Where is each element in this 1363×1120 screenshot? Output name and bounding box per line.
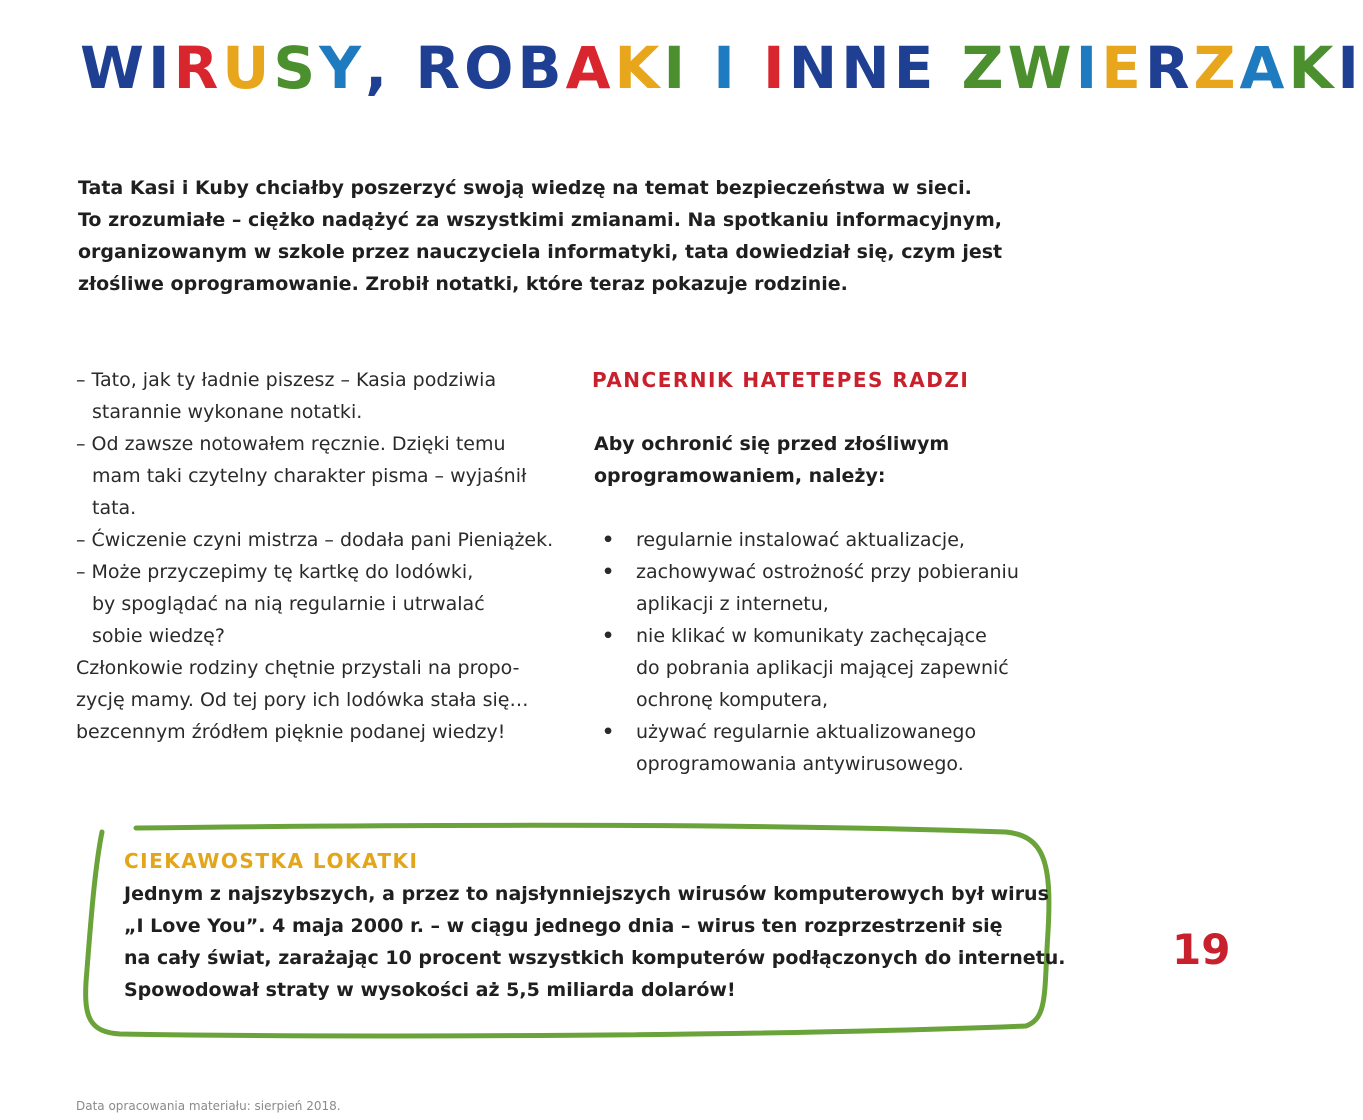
advice-lead-line: Aby ochronić się przed złośliwym (594, 433, 950, 455)
title-letter: I (1337, 34, 1363, 102)
fact-heading: CIEKAWOSTKA LOKATKI (124, 849, 419, 873)
title-letter: B (517, 34, 566, 102)
title-letter: A (1239, 34, 1289, 102)
title-letter: K (1288, 34, 1338, 102)
intro-line: Tata Kasi i Kuby chciałby poszerzyć swoją wiedzę na temat bezpieczeństwa w sieci. (78, 177, 972, 199)
list-item-line: ochronę komputera, (636, 689, 829, 711)
page-title (80, 26, 1363, 110)
story-line: bezcennym źródłem pięknie podanej wiedzy! (76, 721, 506, 743)
bullet-icon: • (602, 721, 615, 743)
title-letter: R (415, 34, 465, 102)
intro-line: To zrozumiałe – ciężko nadążyć za wszystkimi zmianami. Na spotkaniu informacyjnym, (78, 209, 1002, 231)
story-line: starannie wykonane notatki. (92, 401, 363, 423)
title-letter: N (841, 34, 894, 102)
advice-list (594, 524, 1064, 780)
title-letter: N (788, 34, 842, 102)
story-line: Członkowie rodziny chętnie przystali na propo- (76, 657, 520, 679)
page-number: 19 (1172, 925, 1231, 974)
story-dialogue (76, 364, 566, 748)
story-line: sobie wiedzę? (92, 625, 225, 647)
title-letter (689, 26, 713, 110)
title-letter: R (173, 34, 223, 102)
bullet-icon: • (602, 529, 615, 551)
fact-line: na cały świat, zarażając 10 procent wszystkich komputerów podłączonych do internetu. (124, 947, 1066, 969)
title-letter: R (1144, 34, 1194, 102)
list-item-line: do pobrania aplikacji mającej zapewnić (636, 657, 1009, 679)
advice-lead (594, 428, 949, 492)
title-letter: I (663, 34, 690, 102)
list-item (594, 556, 1064, 620)
title-letter: W (1007, 34, 1076, 102)
fact-text (124, 878, 1065, 1006)
title-letter: E (1101, 34, 1145, 102)
list-item-line: nie klikać w komunikaty zachęcające (636, 625, 987, 647)
intro-line: złośliwe oprogramowanie. Zrobił notatki, które teraz pokazuje rodzinie. (78, 273, 848, 295)
fact-line: „I Love You”. 4 maja 2000 r. – w ciągu jednego dnia – wirus ten rozprzestrzenił się (124, 915, 1003, 937)
title-letter: I (1075, 34, 1102, 102)
title-letter (391, 26, 415, 110)
title-letter: U (222, 34, 274, 102)
story-line: by spoglądać na nią regularnie i utrwalać (92, 593, 485, 615)
story-line: mam taki czytelny charakter pisma – wyjaśnił (92, 465, 527, 487)
story-line: zycję mamy. Od tej pory ich lodówka stała się… (76, 689, 529, 711)
title-letter: , (365, 34, 392, 102)
story-line: – Od zawsze notowałem ręcznie. Dzięki temu (76, 433, 506, 455)
list-item (594, 716, 1064, 780)
title-letter: I (763, 34, 789, 102)
title-letter: S (273, 34, 320, 102)
fact-line: Spowodował straty w wysokości aż 5,5 miliarda dolarów! (124, 979, 736, 1001)
title-letter: E (893, 34, 938, 102)
bullet-icon: • (602, 625, 615, 647)
title-letter: W (80, 34, 148, 102)
advice-heading: PANCERNIK HATETEPES RADZI (592, 368, 970, 392)
list-item (594, 620, 1064, 716)
list-item-line: używać regularnie aktualizowanego (636, 721, 977, 743)
intro-paragraph (78, 172, 1003, 300)
title-letter: Z (961, 34, 1008, 102)
list-item-line: aplikacji z internetu, (636, 593, 829, 615)
list-item (594, 524, 1064, 556)
title-letter: Z (1193, 34, 1240, 102)
title-letter: K (614, 34, 664, 102)
list-item-line: regularnie instalować aktualizacje, (636, 529, 965, 551)
title-letter: I (147, 34, 174, 102)
title-letter: Y (319, 34, 366, 102)
fact-line: Jednym z najszybszych, a przez to najsłynniejszych wirusów komputerowych był wirus (124, 883, 1049, 905)
story-line: – Ćwiczenie czyni mistrza – dodała pani Pieniążek. (76, 529, 554, 551)
title-letter (739, 26, 763, 110)
title-letter: O (464, 34, 518, 102)
intro-line: organizowanym w szkole przez nauczyciela informatyki, tata dowiedział się, czym jest (78, 241, 1003, 263)
list-item-line: zachowywać ostrożność przy pobieraniu (636, 561, 1019, 583)
title-letter: A (565, 34, 615, 102)
title-letter (937, 26, 961, 110)
bullet-icon: • (602, 561, 615, 583)
story-line: – Może przyczepimy tę kartkę do lodówki, (76, 561, 474, 583)
title-letter: I (713, 34, 739, 102)
advice-lead-line: oprogramowaniem, należy: (594, 465, 886, 487)
story-line: tata. (92, 497, 137, 519)
list-item-line: oprogramowania antywirusowego. (636, 753, 964, 775)
footer-date-note: Data opracowania materiału: sierpień 2018. (76, 1099, 341, 1113)
story-line: – Tato, jak ty ładnie piszesz – Kasia podziwia (76, 369, 497, 391)
